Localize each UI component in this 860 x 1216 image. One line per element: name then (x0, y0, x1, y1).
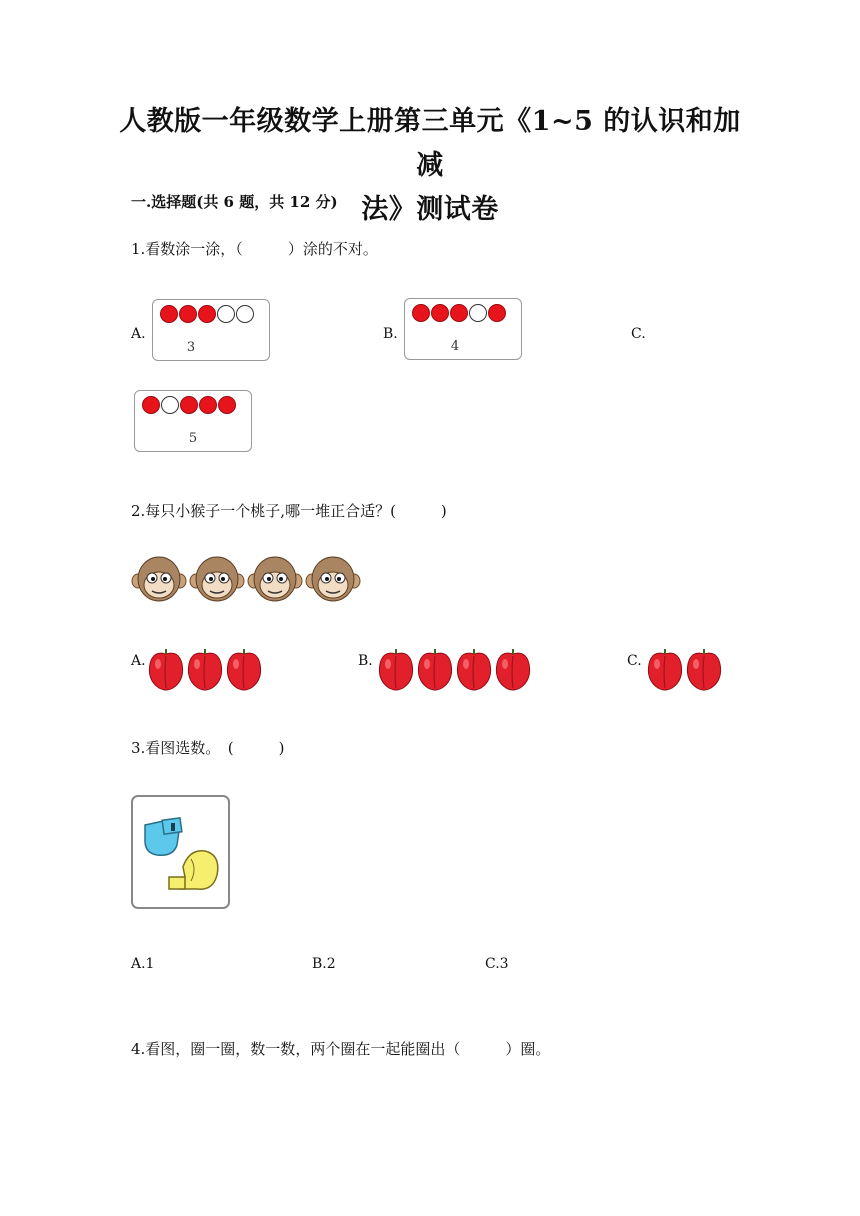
peach-icon (377, 648, 415, 692)
q1-option-c-number: 5 (188, 431, 198, 446)
q3-option-c[interactable]: C.3 (485, 956, 509, 972)
q2-option-a-peaches (147, 648, 263, 692)
q2-option-b-label[interactable]: B. (358, 653, 373, 669)
q3-option-a[interactable]: A.1 (131, 956, 155, 972)
dot (412, 304, 430, 322)
dot (180, 396, 198, 414)
peach-icon (147, 648, 185, 692)
q1-option-a-number: 3 (186, 340, 196, 355)
peach-icon (455, 648, 493, 692)
dot (179, 305, 197, 323)
peach-icon (685, 648, 723, 692)
dot (218, 396, 236, 414)
peach-icon (186, 648, 224, 692)
dot (236, 305, 254, 323)
section-heading: 一.选择题(共 6 题，共 12 分) (131, 193, 338, 211)
title-line-1: 人教版一年级数学上册第三单元《1~5 的认识和加减 (119, 106, 741, 181)
q1-option-c-label[interactable]: C. (631, 326, 646, 342)
question-1-text: 1.看数涂一涂，（ ）涂的不对。 (131, 240, 378, 258)
peach-icon (494, 648, 532, 692)
monkey-row (131, 554, 361, 604)
q1-option-a-label[interactable]: A. (131, 326, 146, 342)
monkey-face-icon (131, 554, 187, 604)
peach-icon (416, 648, 454, 692)
dot (469, 304, 487, 322)
question-2-text: 2.每只小猴子一个桃子,哪一堆正合适？( ) (131, 502, 447, 520)
peach-icon (646, 648, 684, 692)
dot (431, 304, 449, 322)
q1-option-b-number: 4 (450, 339, 460, 354)
q2-option-c-peaches (646, 648, 723, 692)
monkey-face-icon (305, 554, 361, 604)
monkey-face-icon (247, 554, 303, 604)
dot (161, 396, 179, 414)
dot (450, 304, 468, 322)
question-3-text: 3.看图选数。 ( ) (131, 739, 285, 757)
q2-option-b-peaches (377, 648, 532, 692)
q1-option-b-dots (412, 304, 506, 322)
whistle-icon (133, 797, 228, 907)
peach-icon (225, 648, 263, 692)
q2-option-c-label[interactable]: C. (627, 653, 642, 669)
question-4-text: 4.看图，圈一圈，数一数，两个圈在一起能圈出（ ）圈。 (131, 1040, 551, 1058)
dot (488, 304, 506, 322)
q3-picture-card (131, 795, 230, 909)
dot (198, 305, 216, 323)
q3-option-b[interactable]: B.2 (312, 956, 336, 972)
dot (199, 396, 217, 414)
dot (160, 305, 178, 323)
dot (142, 396, 160, 414)
monkey-face-icon (189, 554, 245, 604)
q1-option-a-card (152, 299, 270, 361)
q1-option-a-dots (160, 305, 254, 323)
title-line-2: 法》测试卷 (361, 194, 499, 225)
q1-option-b-card (404, 298, 522, 360)
dot (217, 305, 235, 323)
q1-option-c-card (134, 390, 252, 452)
q1-option-c-dots (142, 396, 236, 414)
q2-option-a-label[interactable]: A. (131, 653, 146, 669)
q1-option-b-label[interactable]: B. (383, 326, 398, 342)
page-title (110, 100, 750, 232)
